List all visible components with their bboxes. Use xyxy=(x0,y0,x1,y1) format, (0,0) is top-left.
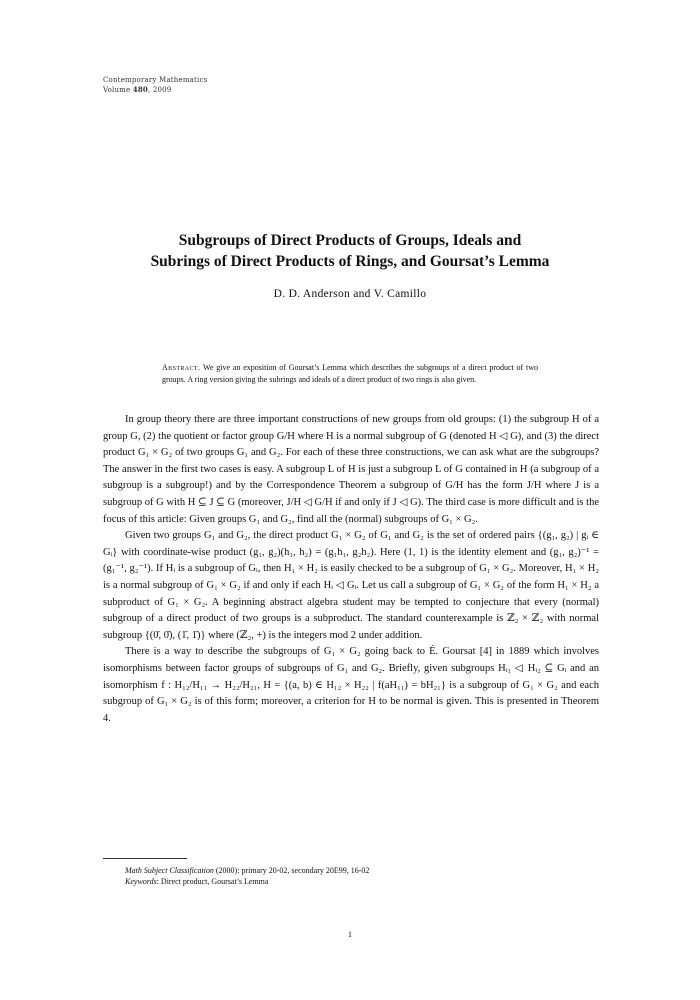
footnote-rule xyxy=(103,858,187,859)
journal-volume xyxy=(103,85,207,95)
abstract xyxy=(162,362,538,386)
keywords-text: : Direct product, Goursat’s Lemma xyxy=(156,877,269,886)
title-line-1: Subgroups of Direct Products of Groups, Ideals and xyxy=(178,232,522,249)
paragraph-3: There is a way to describe the subgroups of G₁ × G₂ going back to É. Goursat [4] in 1889 which involves isomorphisms between factor groups of subgroups of G₁ and G₂. Briefly, given subgroups Hᵢ₁ ◁ Hᵢ₂ ⊆ Gᵢ and an isomorphism f : H₁₂/H₁₁ → H₂₂/H₂₁, H = {(a, b) ∈ H₁₂ × H₂₂ | f(aH₁₁) = bH₂₁} is a subgroup of G₁ × G₂ and each subgroup of G₁ × G₂ is of this form; moreover, a criterion for H to be normal is given. This is presented in Theorem 4. xyxy=(103,646,599,724)
abstract-text: We give an exposition of Goursat’s Lemma which describes the subgroups of a direct product of two groups. A ring version giving the subrings and ideals of a direct product of two rings is also given. xyxy=(162,363,539,384)
journal-name: Contemporary Mathematics xyxy=(103,76,208,84)
body-text xyxy=(103,412,599,727)
msc-text: (2000): primary 20-02, secondary 20E99, 16-02 xyxy=(213,866,370,875)
page-number: 1 xyxy=(348,930,352,939)
abstract-label: Abstract. xyxy=(162,363,201,372)
journal-header xyxy=(103,76,207,95)
msc-label: Math Subject Classification xyxy=(125,866,214,875)
footnotes xyxy=(103,865,599,887)
footnote-keywords xyxy=(103,876,599,887)
keywords-label: Keywords xyxy=(125,877,157,886)
paper-title xyxy=(60,230,640,272)
volume-number: 480 xyxy=(132,85,148,94)
paragraph-2: Given two groups G₁ and G₂, the direct product G₁ × G₂ of G₁ and G₂ is the set of ordered pairs {(g₁, g₂) | gᵢ ∈ Gᵢ} with coordinate-wise product (g₁, g₂)(h₁, h₂) = (g₁h₁, g₂h₂). Here (1, 1) is the identity element and (g₁, g₂)⁻¹ = (g₁⁻¹, g₂⁻¹). If Hᵢ is a subgroup of Gᵢ, then H₁ × H₂ is easily checked to be a subgroup of G₁ × G₂. Moreover, H₁ × H₂ is a normal subgroup of G₁ × G₂ if and only if each Hᵢ ◁ Gᵢ. Let us call a subgroup of G₁ × G₂ of the form H₁ × H₂ a subproduct of G₁ × G₂. A beginning abstract algebra student may be tempted to conjecture that every (normal) subgroup of a direct product of two groups is a subproduct. The standard counterexample is ℤ₂ × ℤ₂ with normal subgroup {(0̄, 0̄), (1̄, 1̄)} where (ℤ₂, +) is the integers mod 2 under addition. xyxy=(103,530,599,641)
authors: D. D. Anderson and V. Camillo xyxy=(273,288,427,300)
volume-year: , 2009 xyxy=(148,86,172,94)
footnote-msc xyxy=(103,865,599,876)
paragraph-1: In group theory there are three important constructions of new groups from old groups: (1) the subgroup H of a group G, (2) the quotient or factor group G/H where H is a normal subgroup of G (denoted H ◁ G), and (3) the direct product G₁ × G₂ of two groups G₁ and G₂. For each of these three constructions, we can ask what are the subgroups? The answer in the first two cases is easy. A subgroup L of H is just a subgroup L of G contained in H (a subgroup of a subgroup is a subgroup!) and by the Correspondence Theorem a subgroup of G/H has the form J/H where J is a subgroup of G with H ⊆ J ⊆ G (moreover, J/H ◁ G/H if and only if J ◁ G). The third case is more difficult and is the focus of this article: Given groups G₁ and G₂, find all the (normal) subgroups of G₁ × G₂. xyxy=(103,414,599,525)
title-line-2: Subrings of Direct Products of Rings, and Goursat’s Lemma xyxy=(150,253,550,270)
volume-prefix: Volume xyxy=(103,86,133,94)
